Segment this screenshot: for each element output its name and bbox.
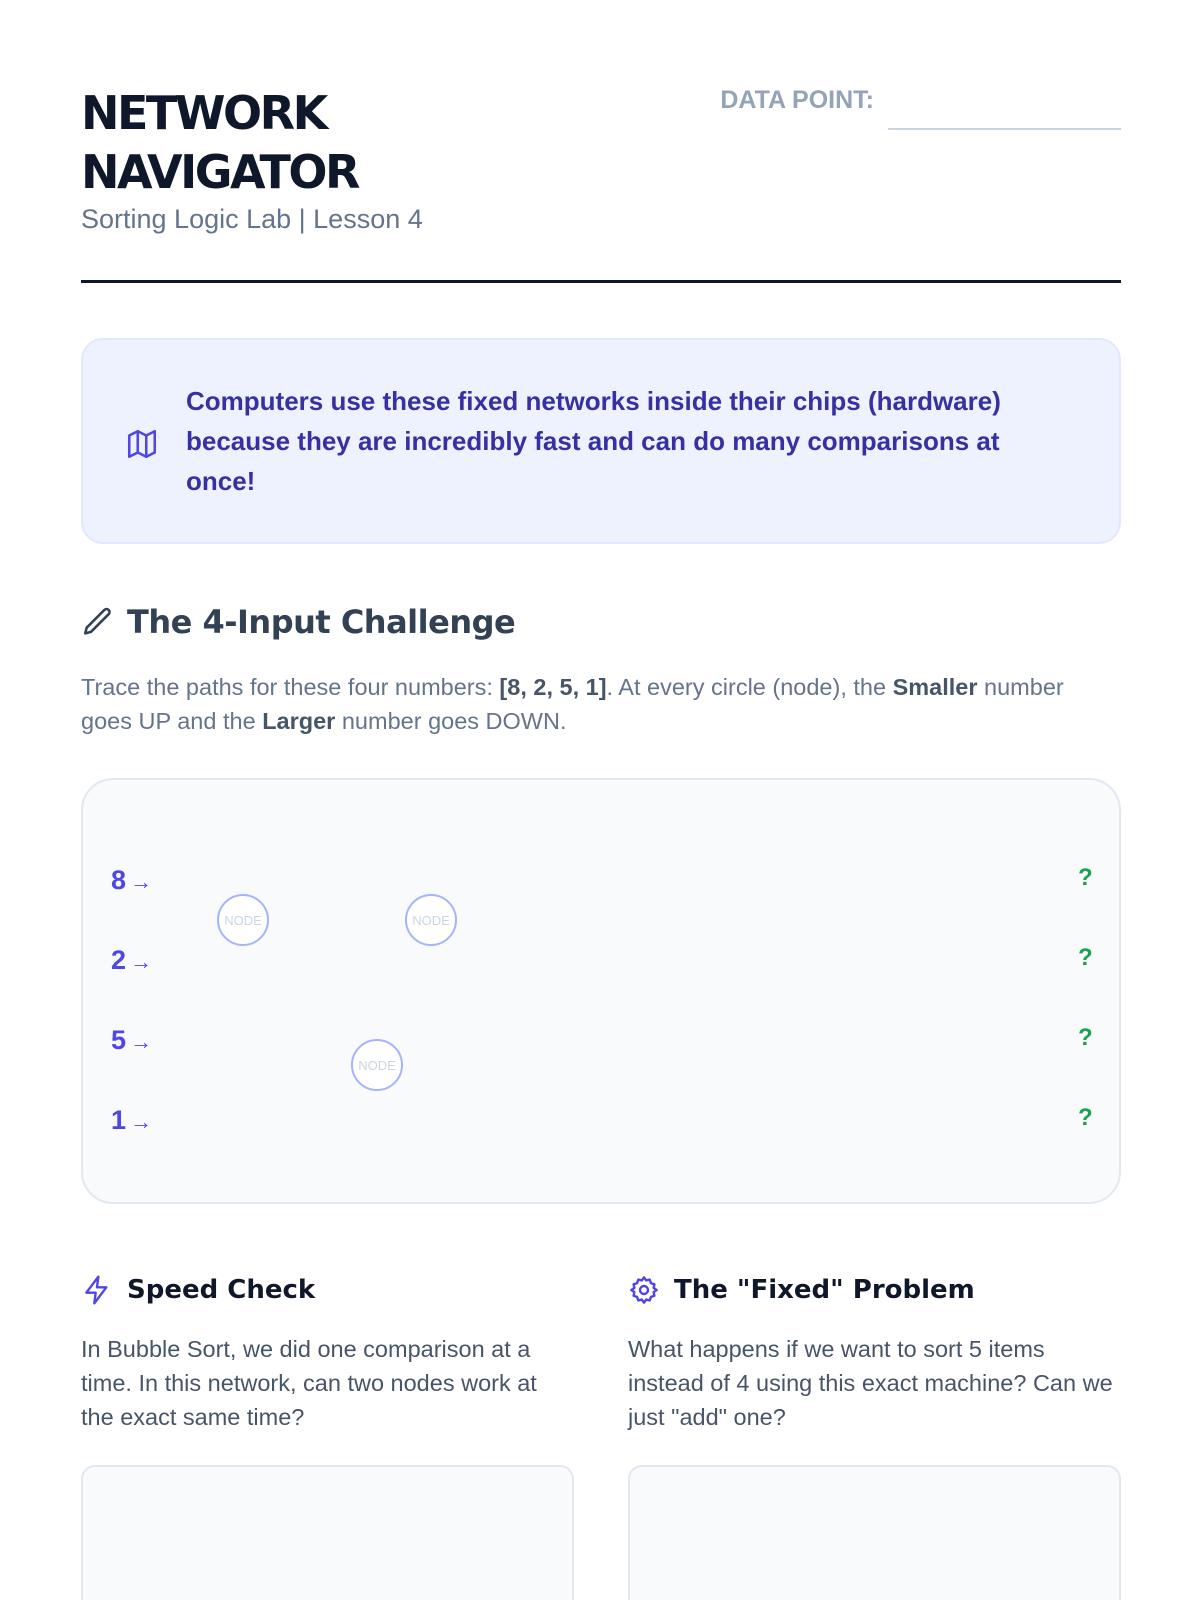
pencil-icon xyxy=(81,605,115,639)
speed-check-section xyxy=(81,1270,574,1434)
lightning-icon xyxy=(81,1274,113,1306)
larger-term: Larger xyxy=(262,708,336,734)
header xyxy=(81,84,1121,284)
fixed-problem-question: What happens if we want to sort 5 items instead of 4 using this exact machine? Can we just "add" one? xyxy=(628,1336,1113,1430)
info-text: Computers use these fixed networks inside their chips (hardware) because they are incredibly fast and can do many comparisons at once! xyxy=(186,386,1001,496)
fixed-problem-answer-box[interactable] xyxy=(628,1465,1121,1600)
data-point-field xyxy=(711,84,1121,154)
output-slot-2[interactable]: ? xyxy=(1078,944,1093,971)
gear-icon xyxy=(628,1274,660,1306)
challenge-title: The 4-Input Challenge xyxy=(127,603,516,641)
sorting-network-diagram xyxy=(81,778,1121,1204)
output-slot-4[interactable]: ? xyxy=(1078,1104,1093,1131)
speed-check-heading xyxy=(81,1270,574,1310)
smaller-term: Smaller xyxy=(892,674,978,700)
comparator-node[interactable]: NODE xyxy=(405,894,457,946)
challenge-heading xyxy=(81,600,515,644)
page-title: NETWORK NAVIGATOR xyxy=(81,86,358,199)
input-numbers: [8, 2, 5, 1] xyxy=(499,674,607,700)
fixed-problem-title: The "Fixed" Problem xyxy=(674,1275,975,1305)
input-row-1: 8 → xyxy=(111,865,153,895)
info-callout xyxy=(81,338,1121,544)
input-row-4: 1 → xyxy=(111,1105,153,1135)
data-point-line xyxy=(888,128,1121,130)
output-slot-1[interactable]: ? xyxy=(1078,864,1093,891)
speed-check-question: In Bubble Sort, we did one comparison at a time. In this network, can two nodes work at the exact same time? xyxy=(81,1336,537,1430)
comparator-node[interactable]: NODE xyxy=(351,1039,403,1091)
comparator-node[interactable]: NODE xyxy=(217,894,269,946)
challenge-description: Trace the paths for these four numbers: [8, 2, 5, 1]. At every circle (node), the Smaller number goes UP and the Larger number goes DOWN. xyxy=(81,674,1064,734)
speed-check-answer-box[interactable] xyxy=(81,1465,574,1600)
input-row-3: 5 → xyxy=(111,1025,153,1055)
header-divider xyxy=(81,280,1121,283)
output-slot-3[interactable]: ? xyxy=(1078,1024,1093,1051)
speed-check-title: Speed Check xyxy=(127,1275,316,1305)
map-icon xyxy=(125,427,159,461)
input-row-2: 2 → xyxy=(111,945,153,975)
data-point-label: DATA POINT: xyxy=(720,86,874,114)
fixed-problem-section xyxy=(628,1270,1121,1434)
worksheet-page xyxy=(81,0,1121,1600)
page-subtitle: Sorting Logic Lab | Lesson 4 xyxy=(81,204,423,234)
fixed-problem-heading xyxy=(628,1270,1121,1310)
